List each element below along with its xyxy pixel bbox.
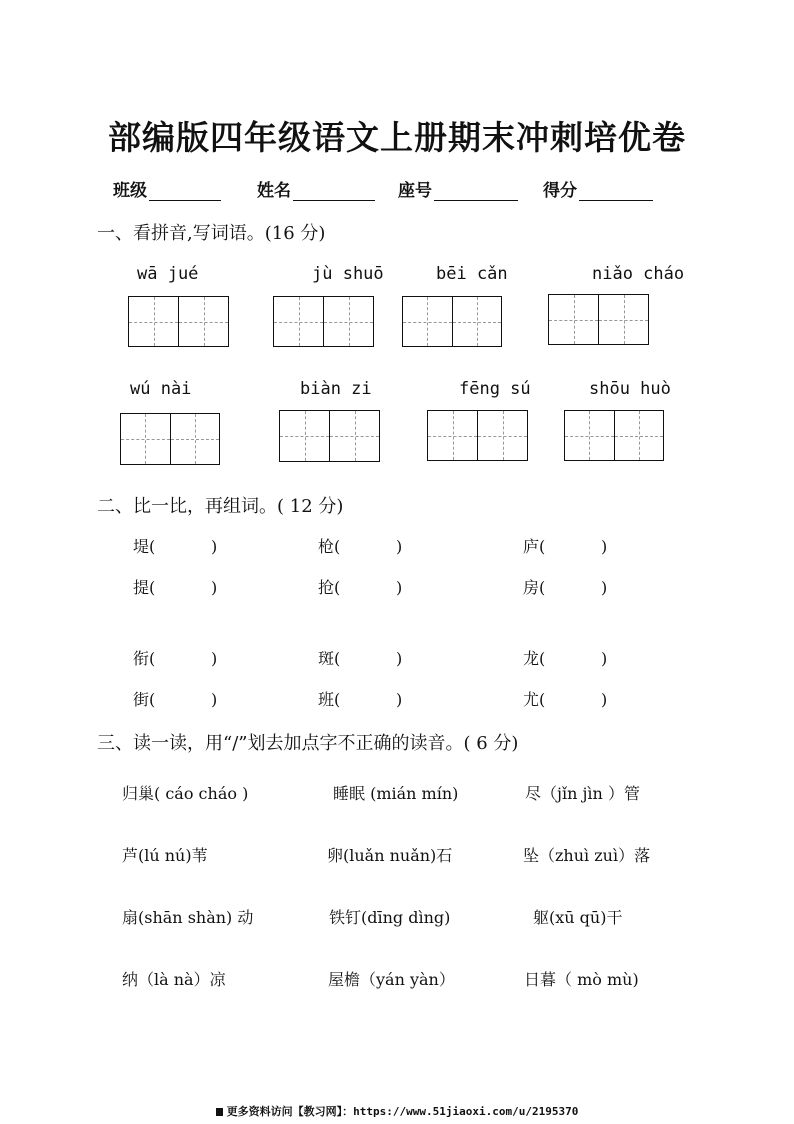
compare-item[interactable]: 尤( ) [523, 690, 608, 709]
writing-grid[interactable] [128, 296, 229, 347]
compare-item[interactable]: 房( ) [523, 578, 608, 597]
pinyin-feng-su: fēng sú [459, 379, 531, 399]
writing-grid[interactable] [279, 410, 380, 462]
pinyin-bian-zi: biàn zi [300, 379, 372, 399]
seat-blank[interactable] [434, 182, 518, 201]
pinyin-wu-nai: wú nài [130, 379, 192, 399]
flag-icon [216, 1108, 223, 1116]
reading-item[interactable]: 芦(lú nú)苇 [122, 846, 208, 865]
writing-grid[interactable] [402, 296, 502, 347]
reading-item[interactable]: 躯(xū qū)干 [533, 908, 623, 927]
reading-item[interactable]: 坠（zhuì zuì）落 [523, 846, 651, 865]
pinyin-wa-jue: wā jué [137, 264, 199, 284]
score-label: 得分 [543, 181, 577, 201]
section2-heading: 二、比一比，再组词。( 12 分) [97, 496, 344, 517]
name-label: 姓名 [257, 181, 291, 201]
score-blank[interactable] [579, 182, 653, 201]
reading-item[interactable]: 铁钉(dīng dìng) [329, 908, 451, 927]
section3-heading: 三、读一读，用“/”划去加点字不正确的读音。( 6 分) [97, 733, 519, 754]
reading-item[interactable]: 扇(shān shàn) 动 [122, 908, 254, 927]
compare-item[interactable]: 堤( ) [133, 537, 218, 556]
pinyin-ju-shuo: jù shuō [312, 264, 384, 284]
pinyin-bei-can: bēi cǎn [436, 264, 508, 284]
reading-item[interactable]: 纳（là nà）凉 [122, 970, 226, 989]
pinyin-shou-huo: shōu huò [589, 379, 671, 399]
score-field[interactable] [543, 176, 653, 201]
compare-item[interactable]: 龙( ) [523, 649, 608, 668]
reading-item[interactable]: 归巢( cáo cháo ) [122, 784, 249, 803]
page-title: 部编版四年级语文上册期末冲刺培优卷 [108, 118, 686, 157]
name-field[interactable] [257, 176, 375, 201]
footer-link[interactable]: 更多资料访问【教习网】：https://www.51jiaoxi.com/u/2195370 [226, 1105, 579, 1118]
compare-item[interactable]: 提( ) [133, 578, 218, 597]
class-blank[interactable] [149, 182, 221, 201]
compare-item[interactable]: 枪( ) [318, 537, 403, 556]
compare-item[interactable]: 抢( ) [318, 578, 403, 597]
reading-item[interactable]: 日暮（ mò mù) [524, 970, 639, 989]
compare-item[interactable]: 衔( ) [133, 649, 218, 668]
reading-item[interactable]: 屋檐（yán yàn） [328, 970, 455, 989]
footer[interactable] [0, 1103, 794, 1119]
reading-item[interactable]: 卵(luǎn nuǎn)石 [327, 846, 453, 865]
class-label: 班级 [113, 181, 147, 201]
compare-item[interactable]: 斑( ) [318, 649, 403, 668]
reading-item[interactable]: 尽（jǐn jìn ）管 [525, 784, 640, 803]
seat-label: 座号 [398, 181, 432, 201]
writing-grid[interactable] [564, 410, 664, 461]
name-blank[interactable] [293, 182, 375, 201]
reading-item[interactable]: 睡眠 (mián mín) [333, 784, 459, 803]
writing-grid[interactable] [120, 413, 220, 465]
compare-item[interactable]: 街( ) [133, 690, 218, 709]
compare-item[interactable]: 庐( ) [523, 537, 608, 556]
writing-grid[interactable] [548, 294, 649, 345]
compare-item[interactable]: 班( ) [318, 690, 403, 709]
seat-field[interactable] [398, 176, 518, 201]
writing-grid[interactable] [273, 296, 374, 347]
pinyin-niao-chao: niǎo cháo [592, 264, 685, 284]
class-field[interactable] [113, 176, 221, 201]
section1-heading: 一、看拼音,写词语。(16 分) [97, 223, 326, 244]
writing-grid[interactable] [427, 410, 528, 461]
